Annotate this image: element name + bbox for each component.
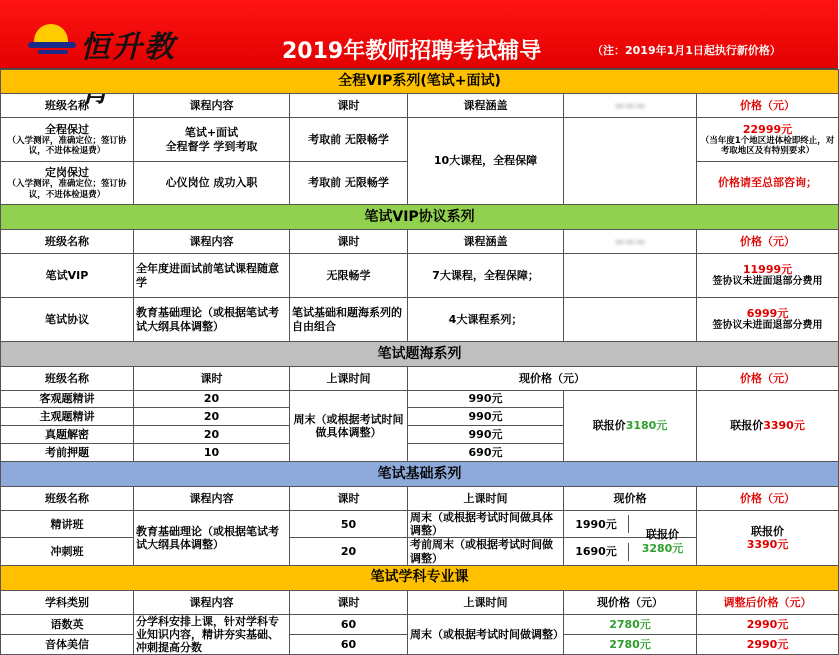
section-subject-header-row <box>1 590 839 614</box>
combo-price-cell <box>564 391 697 462</box>
price: 690元 <box>408 444 564 462</box>
price-note: 签协议未进面退部分费用 <box>712 276 823 288</box>
class-hours: 50 <box>290 511 408 538</box>
col-header-price: 调整后价格（元） <box>697 590 839 614</box>
col-header: 课时 <box>290 230 408 254</box>
section-vip-title-row <box>1 70 839 94</box>
price: 990元 <box>408 391 564 408</box>
price-cell <box>697 298 839 342</box>
price: 2780元 <box>564 614 697 634</box>
price-table <box>0 69 839 655</box>
class-time: 周末（或根据考试时间做具体调整） <box>408 511 564 538</box>
class-hours: 10 <box>134 444 290 462</box>
col-header: 课时 <box>290 487 408 511</box>
col-header: 课时 <box>290 590 408 614</box>
course-content: 分学科安排上课，针对学科专业知识内容，精讲夯实基础、冲刺提高分数 <box>134 614 290 655</box>
class-hours: 无限畅学 <box>290 254 408 298</box>
combo-price-adj: 3390元 <box>746 537 789 551</box>
col-header: 现价格 <box>564 487 697 511</box>
course-content: 教育基础理论（或根据笔试考试大纲具体调整） <box>134 298 290 342</box>
col-header: 班级名称 <box>1 94 134 118</box>
table-row <box>1 614 839 634</box>
class-name: 冲刺班 <box>1 538 134 565</box>
class-hours: 20 <box>134 391 290 408</box>
class-name: 全程保过 <box>45 122 89 136</box>
section-written-vip-header-row <box>1 230 839 254</box>
section-title: 笔试题海系列 <box>1 342 839 367</box>
course-coverage: 7大课程，全程保障； <box>408 254 564 298</box>
col-header: 上课时间 <box>408 487 564 511</box>
course-content: 全年度进面试前笔试课程随意学 <box>134 254 290 298</box>
col-header: 学科类别 <box>1 590 134 614</box>
class-name-note: （入学测评，准确定位；签订协议，不进体检退费） <box>7 179 127 200</box>
course-content: 笔试+面试 全程督学 学到考取 <box>134 118 290 162</box>
col-header-price: 价格（元） <box>697 230 839 254</box>
class-name-cell <box>1 118 134 162</box>
col-header: 班级名称 <box>1 230 134 254</box>
class-name: 笔试协议 <box>1 298 134 342</box>
section-vip-header-row <box>1 94 839 118</box>
col-header: 班级名称 <box>1 367 134 391</box>
section-basics-title-row <box>1 462 839 487</box>
class-hours: 60 <box>290 614 408 634</box>
class-name: 真题解密 <box>1 426 134 444</box>
section-written-vip-title-row <box>1 205 839 230</box>
class-name: 定岗保过 <box>45 166 89 180</box>
section-basics-header-row <box>1 487 839 511</box>
class-time: 考前周末（或根据考试时间做调整） <box>408 538 564 565</box>
class-hours: 笔试基础和题海系列的自由组合 <box>290 298 408 342</box>
col-header: 课程涵盖 <box>408 230 564 254</box>
col-header: 课程内容 <box>134 230 290 254</box>
col-header: 现价格（元） <box>564 590 697 614</box>
price: 11999元 <box>742 262 793 276</box>
table-row <box>1 118 839 162</box>
col-header-blurred: ▬▬▬ <box>564 94 697 118</box>
price: 1690元 <box>564 543 629 561</box>
price-cell <box>564 528 697 565</box>
price-adj: 2990元 <box>697 614 839 634</box>
course-coverage: 10大课程，全程保障 <box>408 118 564 205</box>
class-time: 周末（或根据考试时间做具体调整） <box>290 391 408 462</box>
blurred-cell <box>564 298 697 342</box>
logo-text: 恒升教 <box>80 30 176 65</box>
section-title: 笔试学科专业课 <box>1 565 839 590</box>
table-row <box>1 298 839 342</box>
price-note: 签协议未进面退部分费用 <box>712 320 823 332</box>
section-title: 笔试基础系列 <box>1 462 839 487</box>
section-question-bank-header-row <box>1 367 839 391</box>
class-name: 主观题精讲 <box>1 408 134 426</box>
price: 990元 <box>408 426 564 444</box>
combo-price: 3180元 <box>625 419 668 433</box>
price: 22999元 <box>742 122 793 136</box>
page-title: 2019年教师招聘考试辅导 <box>282 39 542 64</box>
col-header: 课程内容 <box>134 487 290 511</box>
combo-label: 联报价 <box>592 419 626 433</box>
section-title: 全程VIP系列(笔试+面试) <box>1 70 839 94</box>
section-subject-title-row <box>1 565 839 590</box>
combo-price-adj: 3390元 <box>763 419 805 433</box>
class-name: 笔试VIP <box>1 254 134 298</box>
col-header: 上课时间 <box>408 590 564 614</box>
wave-icon <box>28 42 76 48</box>
col-header: 课程涵盖 <box>408 94 564 118</box>
price: 1990元 <box>564 515 629 533</box>
class-name: 精讲班 <box>1 511 134 538</box>
col-header: 课程内容 <box>134 590 290 614</box>
class-name: 客观题精讲 <box>1 391 134 408</box>
section-question-bank-title-row <box>1 342 839 367</box>
col-header-price: 价格（元） <box>697 367 839 391</box>
col-header-price: 价格（元） <box>697 487 839 511</box>
price: 价格请至总部咨询； <box>697 162 839 205</box>
class-hours: 20 <box>134 408 290 426</box>
wave-icon-2 <box>38 50 68 54</box>
blurred-cell <box>564 118 697 205</box>
price: 2780元 <box>564 635 697 655</box>
price-cell <box>697 254 839 298</box>
sun-icon <box>34 24 68 44</box>
combo-label: 联报价 <box>751 524 785 538</box>
class-hours: 考取前 无限畅学 <box>290 162 408 205</box>
price: 990元 <box>408 408 564 426</box>
price-adj: 2990元 <box>697 635 839 655</box>
col-header: 课时 <box>290 94 408 118</box>
table-row <box>1 511 839 538</box>
price-note: （当年度1个地区进体检即终止，对考取地区及有特别要求） <box>700 135 835 157</box>
course-content: 教育基础理论（或根据笔试考试大纲具体调整） <box>134 511 290 566</box>
course-content: 心仪岗位 成功入职 <box>134 162 290 205</box>
table-row <box>1 254 839 298</box>
class-name: 考前押题 <box>1 444 134 462</box>
price-cell <box>697 118 839 162</box>
col-header: 现价格（元） <box>408 367 697 391</box>
class-name-note: （入学测评，准确定位；签订协议，不进体检退费） <box>7 135 127 157</box>
section-title: 笔试VIP协议系列 <box>1 205 839 230</box>
logo <box>28 22 188 65</box>
combo-price-adj-cell <box>697 511 839 566</box>
subject-name: 语数英 <box>1 614 134 634</box>
price: 6999元 <box>746 306 789 320</box>
class-hours: 60 <box>290 635 408 655</box>
class-hours: 20 <box>134 426 290 444</box>
col-header: 上课时间 <box>290 367 408 391</box>
class-hours: 20 <box>290 538 408 565</box>
combo-label: 联报价 <box>646 528 679 542</box>
col-header: 班级名称 <box>1 487 134 511</box>
col-header-price: 价格（元） <box>697 94 839 118</box>
col-header-blurred: ▬▬▬ <box>564 230 697 254</box>
class-hours: 考取前 无限畅学 <box>290 118 408 162</box>
combo-label: 联报价 <box>730 419 764 433</box>
course-coverage: 4大课程系列； <box>408 298 564 342</box>
class-name-cell <box>1 162 134 205</box>
subject-name: 音体美信 <box>1 635 134 655</box>
combo-price-adj-cell <box>697 391 839 462</box>
price-note: （注：2019年1月1日起执行新价格） <box>592 44 781 57</box>
col-header: 课程内容 <box>134 94 290 118</box>
col-header: 课时 <box>134 367 290 391</box>
class-time: 周末（或根据考试时间做调整） <box>408 614 564 655</box>
header-banner <box>0 0 838 69</box>
table-row <box>1 391 839 408</box>
blurred-cell <box>564 254 697 298</box>
combo-price: 3280元 <box>641 541 684 555</box>
